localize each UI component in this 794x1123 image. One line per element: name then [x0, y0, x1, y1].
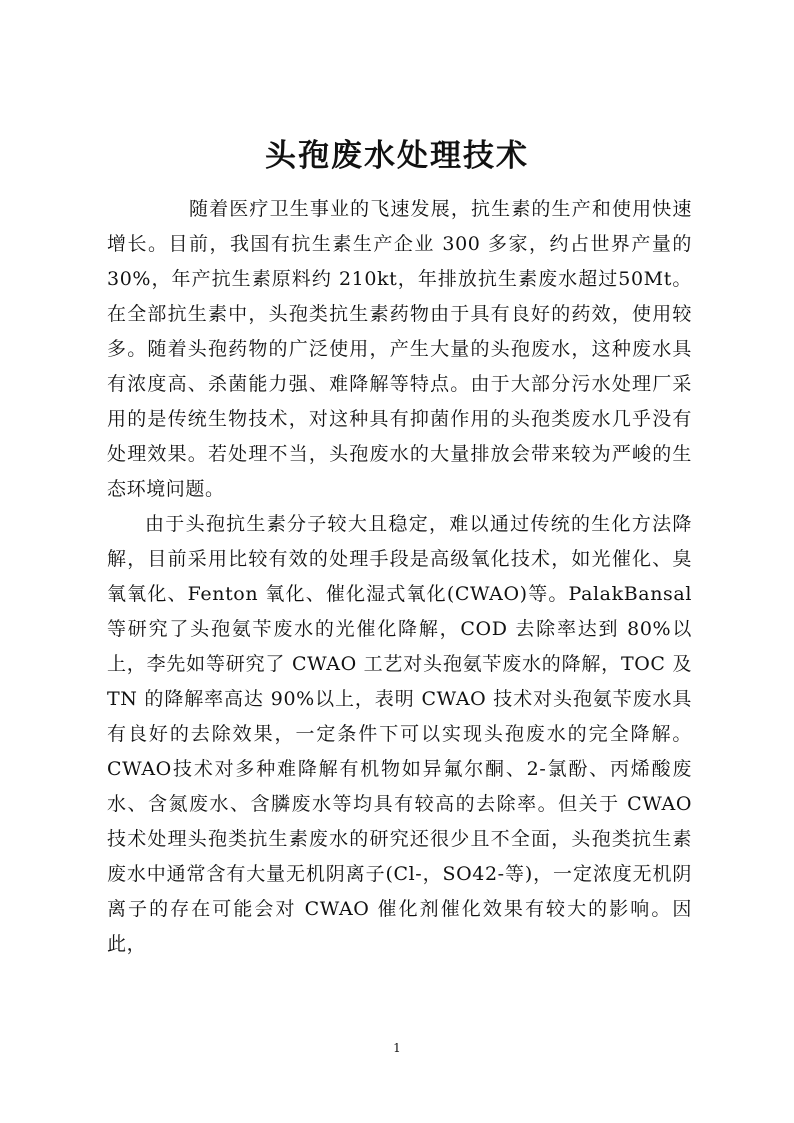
document-body — [107, 192, 692, 962]
paragraph-2: 由于头孢抗生素分子较大且稳定，难以通过传统的生化方法降解，目前采用比较有效的处理手段是高级氧化技术，如光催化、臭氧氧化、Fenton 氧化、催化湿式氧化(CWAO)等。PalakBansal等研究了头孢氨苄废水的光催化降解，COD 去除率达到 80%以上，李先如等研究了 CWAO 工艺对头孢氨苄废水的降解，TOC 及 TN 的降解率高达 90%以上，表明 CWAO 技术对头孢氨苄废水具有良好的去除效果，一定条件下可以实现头孢废水的完全降解。CWAO技术对多种难降解有机物如异氟尔酮、2-氯酚、丙烯酸废水、含氮废水、含膦废水等均具有较高的去除率。但关于 CWAO 技术处理头孢类抗生素废水的研究还很少且不全面，头孢类抗生素废水中通常含有大量无机阴离子(Cl-，SO42-等)，一定浓度无机阴离子的存在可能会对 CWAO 催化剂催化效果有较大的影响。因此， — [107, 513, 692, 955]
page-title: 头孢废水处理技术 — [265, 138, 529, 174]
paragraph-1: 随着医疗卫生事业的飞速发展，抗生素的生产和使用快速增长。目前，我国有抗生素生产企业 300 多家，约占世界产量的 30%，年产抗生素原料约 210kt，年排放抗生素废水超过50Mt。在全部抗生素中，头孢类抗生素药物由于具有良好的药效，使用较多。随着头孢药物的广泛使用，产生大量的头孢废水，这种废水具有浓度高、杀菌能力强、难降解等特点。由于大部分污水处理厂采用的是传统生物技术，对这种具有抑菌作用的头孢类废水几乎没有处理效果。若处理不当，头孢废水的大量排放会带来较为严峻的生态环境问题。 — [107, 198, 692, 500]
page-number: 1 — [393, 1041, 401, 1055]
